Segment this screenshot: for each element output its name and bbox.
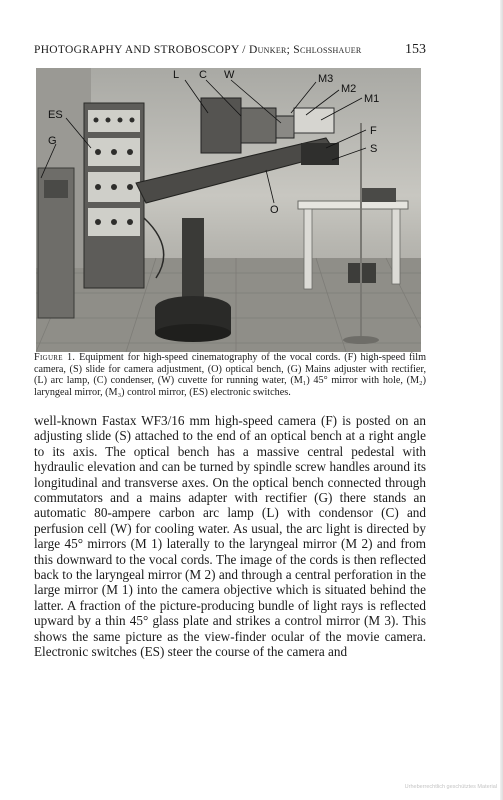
table-device	[361, 188, 396, 202]
cuvette	[276, 116, 294, 138]
watermark: Urheberrechtlich geschütztes Material	[404, 784, 497, 790]
pedestal-column	[182, 218, 204, 303]
arc-lamp	[201, 98, 241, 153]
label-O: O	[270, 204, 279, 216]
pedestal-foot-edge	[155, 324, 231, 342]
label-W: W	[224, 69, 235, 81]
label-M3: M3	[318, 73, 334, 85]
label-M1: M1	[364, 93, 380, 105]
condenser	[241, 108, 276, 143]
label-M2: M2	[341, 83, 357, 95]
running-head	[34, 42, 426, 58]
label-L: L	[173, 69, 180, 81]
running-head-title: PHOTOGRAPHY AND STROBOSCOPY / Dunker; Schlosshauer	[34, 44, 362, 56]
label-C: C	[199, 69, 207, 81]
generator-panel	[44, 180, 68, 198]
body-paragraph: well-known Fastax WF3/16 mm high-speed camera (F) is posted on an adjusting slide (S) attached to the end of an optical bench at a right angle to its axis. The optical bench has a massive central pedestal with hydraulic elevation and can be turned by spindle screw handles around its longitudinal and transverse axes. On the optical bench connected through commutators and a mains adapter with rectifier (G) there stands an automatic 80-ampere carbon arc lamp (L) with condensor (C) and perfusion cell (W) for cooling water. As usual, the arc light is directed by large 45° mirrors (M 1) laterally to the laryngeal mirror (M 2) and from this downward to the vocal cords. The image of the cords is then reflected back to the laryngeal mirror (M 2) and through a central perforation in the large mirror (M 1) into the camera objective which is situated behind the latter. A fraction of the picture-producing bundle of light rays is reflected upward by a thin 45° glass plate and strikes a control mirror (M 3). This shows the same picture as the view-finder ocular of the movie camera. Electronic switches (ES) steer the course of the camera and	[34, 413, 426, 660]
label-F: F	[370, 125, 377, 137]
label-ES: ES	[48, 109, 63, 121]
label-G: G	[48, 135, 57, 147]
mirror-assembly	[294, 108, 334, 133]
table-leg-right	[392, 209, 400, 284]
rack-panels	[88, 110, 140, 236]
table-top	[298, 201, 408, 209]
figure-caption	[34, 352, 426, 398]
stand-base	[343, 336, 379, 344]
caption-label: Figure 1.	[34, 352, 76, 363]
figure-photo	[36, 68, 421, 352]
page-number: 153	[405, 42, 426, 57]
equipment-photo	[36, 68, 421, 352]
label-S: S	[370, 143, 378, 155]
table-leg-left	[304, 209, 312, 289]
camera	[301, 143, 339, 165]
caption-text: Equipment for high-speed cinematography of the vocal cords. (F) high-speed film camera, (S) slide for camera adjustment, (O) optical bench, (G) Mains adjuster with rectifier, (L) arc lamp, (C) condenser, (W) cuvette for running water, (M₁) 45° mirror with hole, (M₂) laryngeal mirror, (M₃) control mirror, (ES) electronic switches.	[34, 352, 426, 398]
